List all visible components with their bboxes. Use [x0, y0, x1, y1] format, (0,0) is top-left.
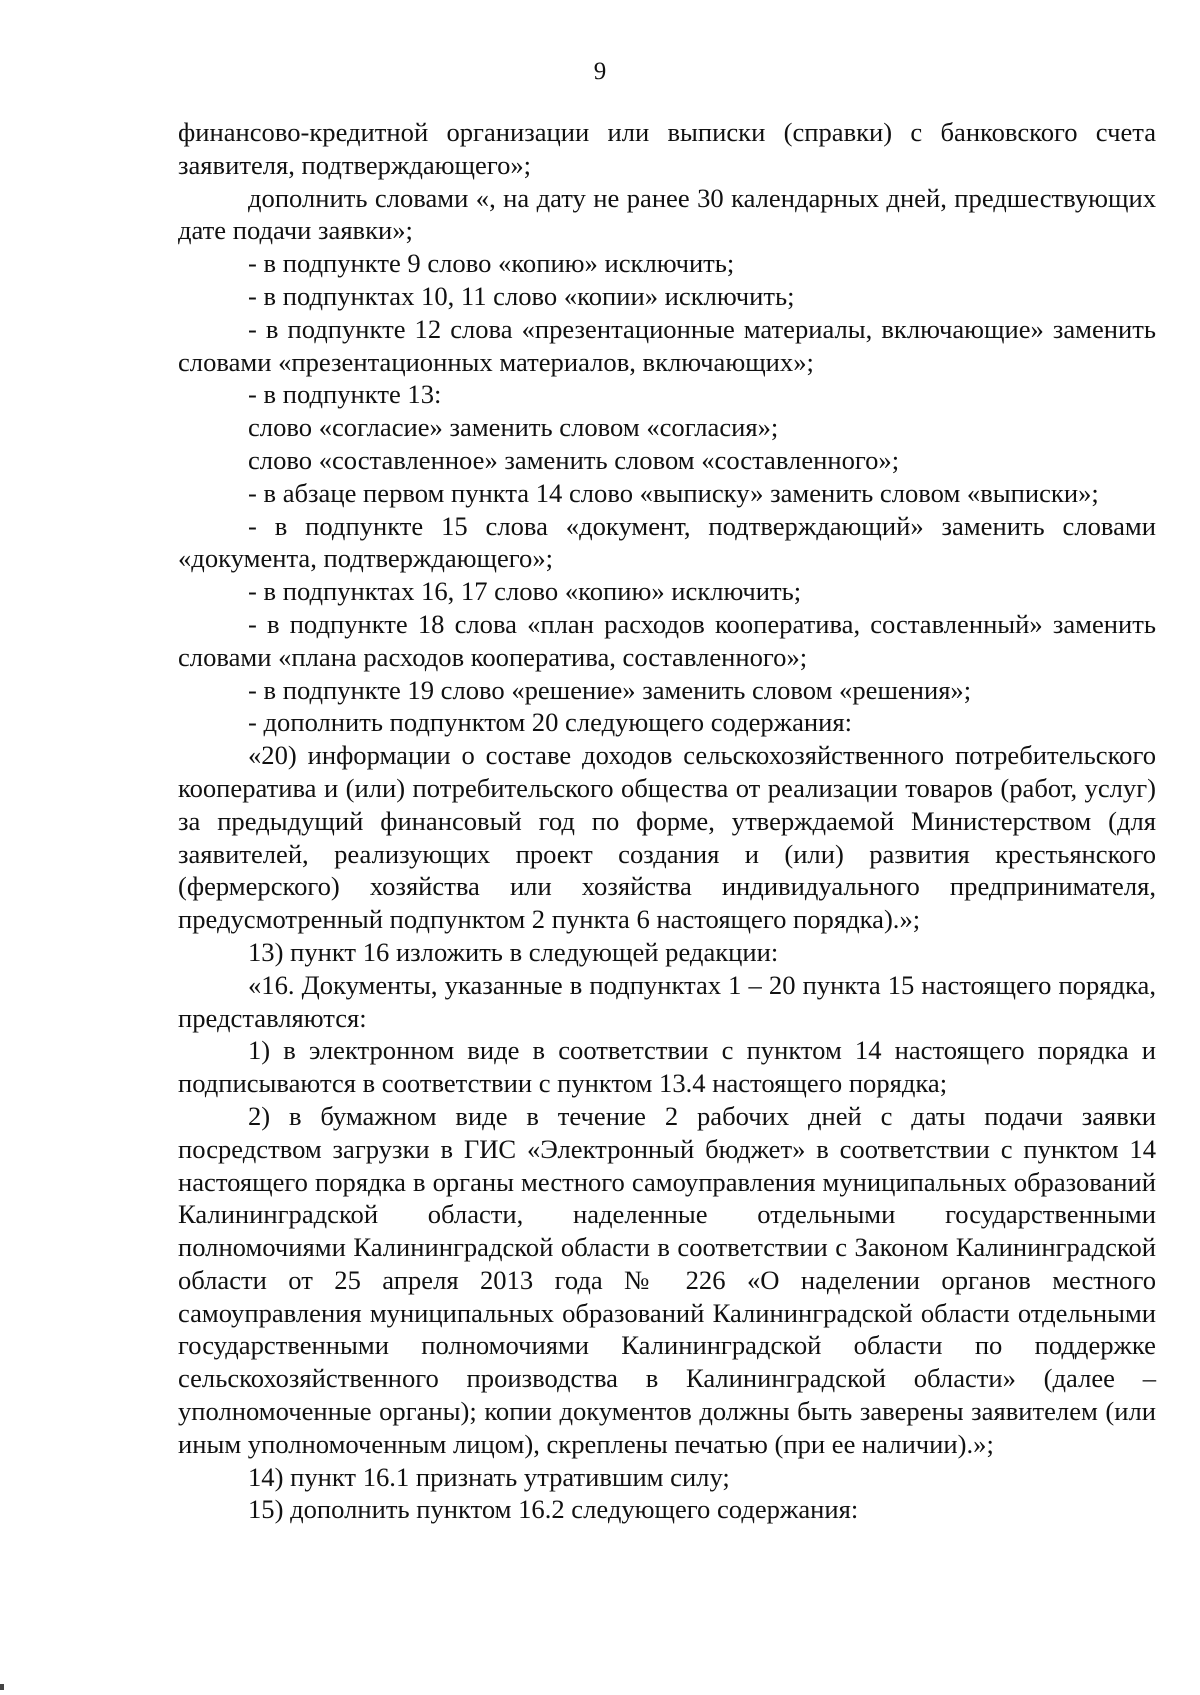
paragraph: слово «составленное» заменить словом «составленного»; [248, 444, 900, 475]
paragraph: 2) в бумажном виде в течение 2 рабочих дней с даты подачи заявки посредством загрузки в ГИС «Электронный бюджет» в соответствии с пунктом 14 настоящего порядка в органы местного самоуправления муниципальных образований Калининградской области, наделенные отдельными государственными полномочиями Калининградской области в соответствии с Законом Калининградской области от 25 апреля 2013 года № 226 «О наделении органов местного самоуправления муниципальных образований Калининградской области отдельными государственными полномочиями Калининградской области по поддержке сельскохозяйственного производства в Калининградской области» (далее – уполномоченные органы); копии документов должны быть заверены заявителем (или иным уполномоченным лицом), скреплены печатью (при ее наличии).»; [178, 1100, 1156, 1459]
paragraph: дополнить словами «, на дату не ранее 30 календарных дней, предшествующих дате подачи заявки»; [178, 182, 1156, 246]
paragraph: «20) информации о составе доходов сельскохозяйственного потребительского кооператива и (или) потребительского общества от реализации товаров (работ, услуг) за предыдущий финансовый год по форме, утверждаемой Министерством (для заявителей, реализующих проект создания и (или) развития крестьянского (фермерского) хозяйства или хозяйства индивидуального предпринимателя, предусмотренный подпунктом 2 пункта 6 настоящего порядка).»; [178, 740, 1156, 935]
paragraph: - в подпункте 19 слово «решение» заменить словом «решения»; [248, 674, 972, 705]
paragraph: «16. Документы, указанные в подпунктах 1 – 20 пункта 15 настоящего порядка, представляются: [178, 969, 1156, 1033]
paragraph: - дополнить подпунктом 20 следующего содержания: [248, 707, 852, 738]
paragraph: - в подпункте 9 слово «копию» исключить; [248, 248, 735, 279]
paragraph: 1) в электронном виде в соответствии с пунктом 14 настоящего порядка и подписываются в соответствии с пунктом 13.4 настоящего порядка; [178, 1035, 1156, 1099]
paragraph: слово «согласие» заменить словом «согласия»; [248, 412, 779, 443]
paragraph-continuation: финансово-кредитной организации или выписки (справки) с банковского счета заявителя, подтверждающего»; [178, 117, 1156, 180]
paragraph: - в подпункте 12 слова «презентационные материалы, включающие» заменить словами «презентационных материалов, включающих»; [178, 313, 1156, 377]
paragraph: - в подпунктах 10, 11 слово «копии» исключить; [248, 280, 795, 311]
paragraph: - в подпункте 15 слова «документ, подтверждающий» заменить словами «документа, подтверждающего»; [178, 510, 1156, 574]
paragraph: 15) дополнить пунктом 16.2 следующего содержания: [248, 1494, 859, 1525]
paragraph: - в абзаце первом пункта 14 слово «выписку» заменить словом «выписки»; [248, 477, 1099, 508]
page-number: 9 [593, 58, 607, 85]
paragraph: 13) пункт 16 изложить в следующей редакции: [248, 936, 779, 967]
document-body [178, 116, 1156, 1526]
paragraph: - в подпунктах 16, 17 слово «копию» исключить; [248, 576, 802, 607]
paragraph: 14) пункт 16.1 признать утратившим силу; [248, 1461, 730, 1492]
paragraph: - в подпункте 13: [248, 379, 442, 410]
paragraph: - в подпункте 18 слова «план расходов кооператива, составленный» заменить словами «плана расходов кооператива, составленного»; [178, 608, 1156, 672]
scan-edge-mark [0, 1684, 4, 1690]
